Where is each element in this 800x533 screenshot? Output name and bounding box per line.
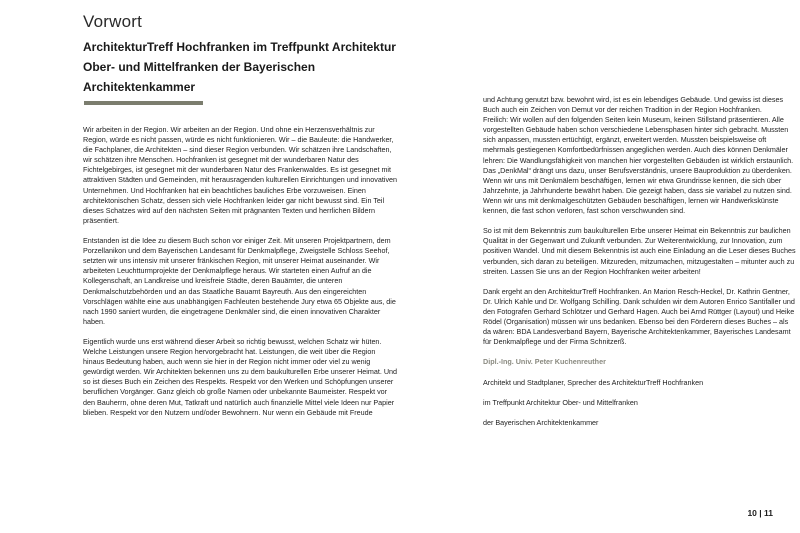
signature-role-line: Architekt und Stadtplaner, Sprecher des ArchitekturTreff Hochfranken [483,377,704,387]
paragraph: Entstanden ist die Idee zu diesem Buch schon vor einiger Zeit. Mit unseren Projektpartnern, dem Porzellanikon und dem Bayerischen Landesamt für Denkmalpflege, Zweigstelle Schloss Seehof, setzten wir uns intensiv mit unserer fränkischen Region, mit unserer Heimat auseinander. Wir arbeiteten Leuchtturmprojekte der Denkmalpflege heraus. Wir starteten einen Aufruf an die Kollegenschaft, an Landkreise und kreisfreie Städte, deren Bauämter, die unteren Denkmalschutzbehörden und an das Staatliche Bauamt Bayreuth. Aus den eingereichten Vorschlägen wählte eine aus unabhängigen Fachleuten bestehende Jury etwa 65 Objekte aus, die nach 1990 saniert wurden, die eingetragene Denkmäler sind, die einen innovativen Charakter haben. [83,236,396,326]
right-body-text [483,95,798,438]
paragraph: und Achtung genutzt bzw. bewohnt wird, ist es ein lebendiges Gebäude. Und gewiss ist dieses Buch auch ein Zeichen von Demut vor der reichen Tradition in der Region Hochfranken. [483,95,784,115]
paragraph: Wir arbeiten in der Region. Wir arbeiten an der Region. Und ohne ein Herzensverhältnis zur Region, würde es nicht passen, würde es nicht funktionieren. Wir – die Bauleute: die Handwerker, die Fachplaner, die Architekten – sind dieser Region verbunden. Wir schätzen ihre Landschaften, wir schätzen ihre Menschen. Hochfranken ist gesegnet mit der wunderbaren Natur des Fichtelgebirges, ist gesegnet mit der wunderbaren Natur des Frankenwaldes. Es ist gesegnet mit attraktiven Städten und Gemeinden, mit herausragenden kulturellen Einrichtungen und innovativen Unternehmen. Und Hochfranken hat ein beachtliches bauliches Erbe vorzuweisen. Einen architektonischen Schatz, dessen sich viele Hochfranken leider gar nicht bewusst sind. Ein Teil dieses Schatzes wird auf den nächsten Seiten mit prägnanten Texten und herrlichen Bildern präsentiert. [83,125,398,225]
page-number: 10 | 11 [747,508,773,518]
signature-block [483,357,798,428]
paragraph: Dank ergeht an den ArchitekturTreff Hochfranken. An Marion Resch-Heckel, Dr. Kathrin Gentner, Dr. Ulrich Kahle und Dr. Wolfgang Schilling. Dank schulden wir dem Autoren Enrico Santifaller und den Fotografen Gerhard Schlötzer und Gerhard Hagen. Auch bei Arnd Rüttger (Layout) und Heike Rödel (Organisation) müssen wir uns bedanken. Ebenso bei den Förderern dieses Buches – als da wären: BDA Landesverband Bayern, Bayerische Architektenkammer, Bayerisches Landesamt für Denkmalpflege und der Firma Schnitzerß. [483,286,795,347]
section-label: Vorwort [83,12,143,31]
paragraph: Eigentlich wurde uns erst während dieser Arbeit so richtig bewusst, welchen Schatz wir hüten. Welche Leistungen unsere Region hervorgebracht hat. Leistungen, die weit über die Region hinaus Bedeutung haben, auch wenn sie hier in der Region nicht immer oder viel zu wenig gewürdigt werden. Wir Architekten bekennen uns zu dem baukulturellen Erbe unserer Heimat. Und so ist dieses Buch ein Zeichen des Respekts. Respekt vor den Werken und Schöpfungen unserer beruflichen Vorgänger. Ganz gleich ob große Namen oder unbekannte Baumeister. Respekt vor den Bauherrn, ohne deren Mut, Tatkraft und natürlich auch finanzielle Mittel viele Ideen nur Papier blieben. Respekt vor den Nutzern und/oder Bewohnern. Nur wenn ein Gebäude mit Freude [83,336,398,417]
left-body-text [83,125,398,428]
page-title: ArchitekturTreff Hochfranken im Treffpunkt Architektur Ober- und Mittelfranken der Bayerischen Architektenkammer [83,40,396,94]
signature-role-line: der Bayerischen Architektenkammer [483,418,599,427]
paragraph: So ist mit dem Bekenntnis zum baukulturellen Erbe unserer Heimat ein Bekenntnis zur baulichen Qualität in der Gegenwart und Zukunft verbunden. Zur Weiterentwicklung, zur Innovation, zum positiven Wandel. Und mit diesem Bekenntnis ist auch eine Einladung an die Leser dieses Buches verbunden, sich daran zu beteiligen. Mitzureden, mitzumachen, mitzugestalten – mitunter auch zu streiten. Lassen Sie uns an der Region Hochfranken weiter arbeiten! [483,226,796,276]
page-gutter [400,0,401,533]
signature-name: Dipl.-Ing. Univ. Peter Kuchenreuther [483,357,606,367]
paragraph: Freilich: Wir wollen auf den folgenden Seiten kein Museum, keinen Stillstand präsentieren. Alle vorgestellten Gebäude haben schon verschiedene Lebensphasen hinter sich gebracht. Mussten sich anpassen, mussten ertüchtigt, ergänzt, erweitert werden. Mussten beispielsweise oft mehrmals gestiegenen Komfortbedürfnissen angeglichen werden. Auch dies können Denkmäler lehren: Die Wandlungsfähigkeit von manchen hier vorgestellten Gebäuden ist wirklich erstaunlich. Das „DenkMal“ drängt uns dazu, unser Berufsverständnis, unsere Bauproduktion zu überdenken. Wenn wir uns mit Denkmälern beschäftigen, lernen wir etwa Grundrisse kennen, die sich über Jahrzehnte, ja Jahrhunderte bewährt haben. Die gezeigt haben, dass sie variabel zu nutzen sind. Wenn wir uns mit denkmalgeschützten Gebäuden beschäftigen, lernen wir Handwerkskünste kennen, die fast schon verloren, fast schon verschwunden sind. [483,115,794,216]
signature-role-line: im Treffpunkt Architektur Ober- und Mittelfranken [483,397,638,407]
title-rule-divider [84,101,203,105]
